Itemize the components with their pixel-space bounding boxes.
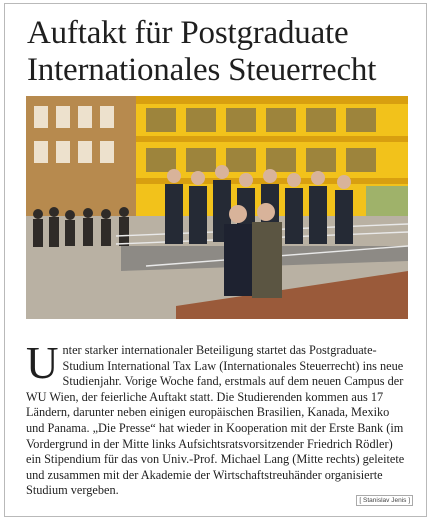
photo-credit: [ Stanislav Jenis ] — [356, 495, 413, 506]
headline-line-2: Internationales Steuerrecht — [27, 52, 377, 88]
article-dropcap: U — [26, 338, 59, 388]
headline-line-1: Auftakt für Postgraduate — [27, 15, 349, 51]
article-body-text: nter starker internationaler Beteiligung startet das Postgraduate-Studium International Tax Law (Internationales Steuerrecht) ins neue Studienjahr. Vorige Woche fand, erstmals auf dem neuen Campus der WU Wien, der feierliche Auftakt statt. Die Studierenden kommen aus 17 Ländern, darunter neben einigen europäischen Brasilien, Kanada, Mexiko und Panama. „Die Presse“ hat wieder in Kooperation mit der Erste Bank (im Vordergrund in der Mitte links Aufsichtsratsvorsitzender Friedrich Rödler) ein Stipendium für das von Univ.-Prof. Michael Lang (Mitte rechts) geleitete und zusammen mit der Akademie der Wirtschaftstreuhänder organisierte Studium vergeben. — [26, 343, 405, 498]
group-photo-illustration — [26, 96, 408, 319]
article-headline — [27, 15, 417, 89]
article-body — [26, 338, 408, 499]
article-photo — [26, 96, 408, 319]
